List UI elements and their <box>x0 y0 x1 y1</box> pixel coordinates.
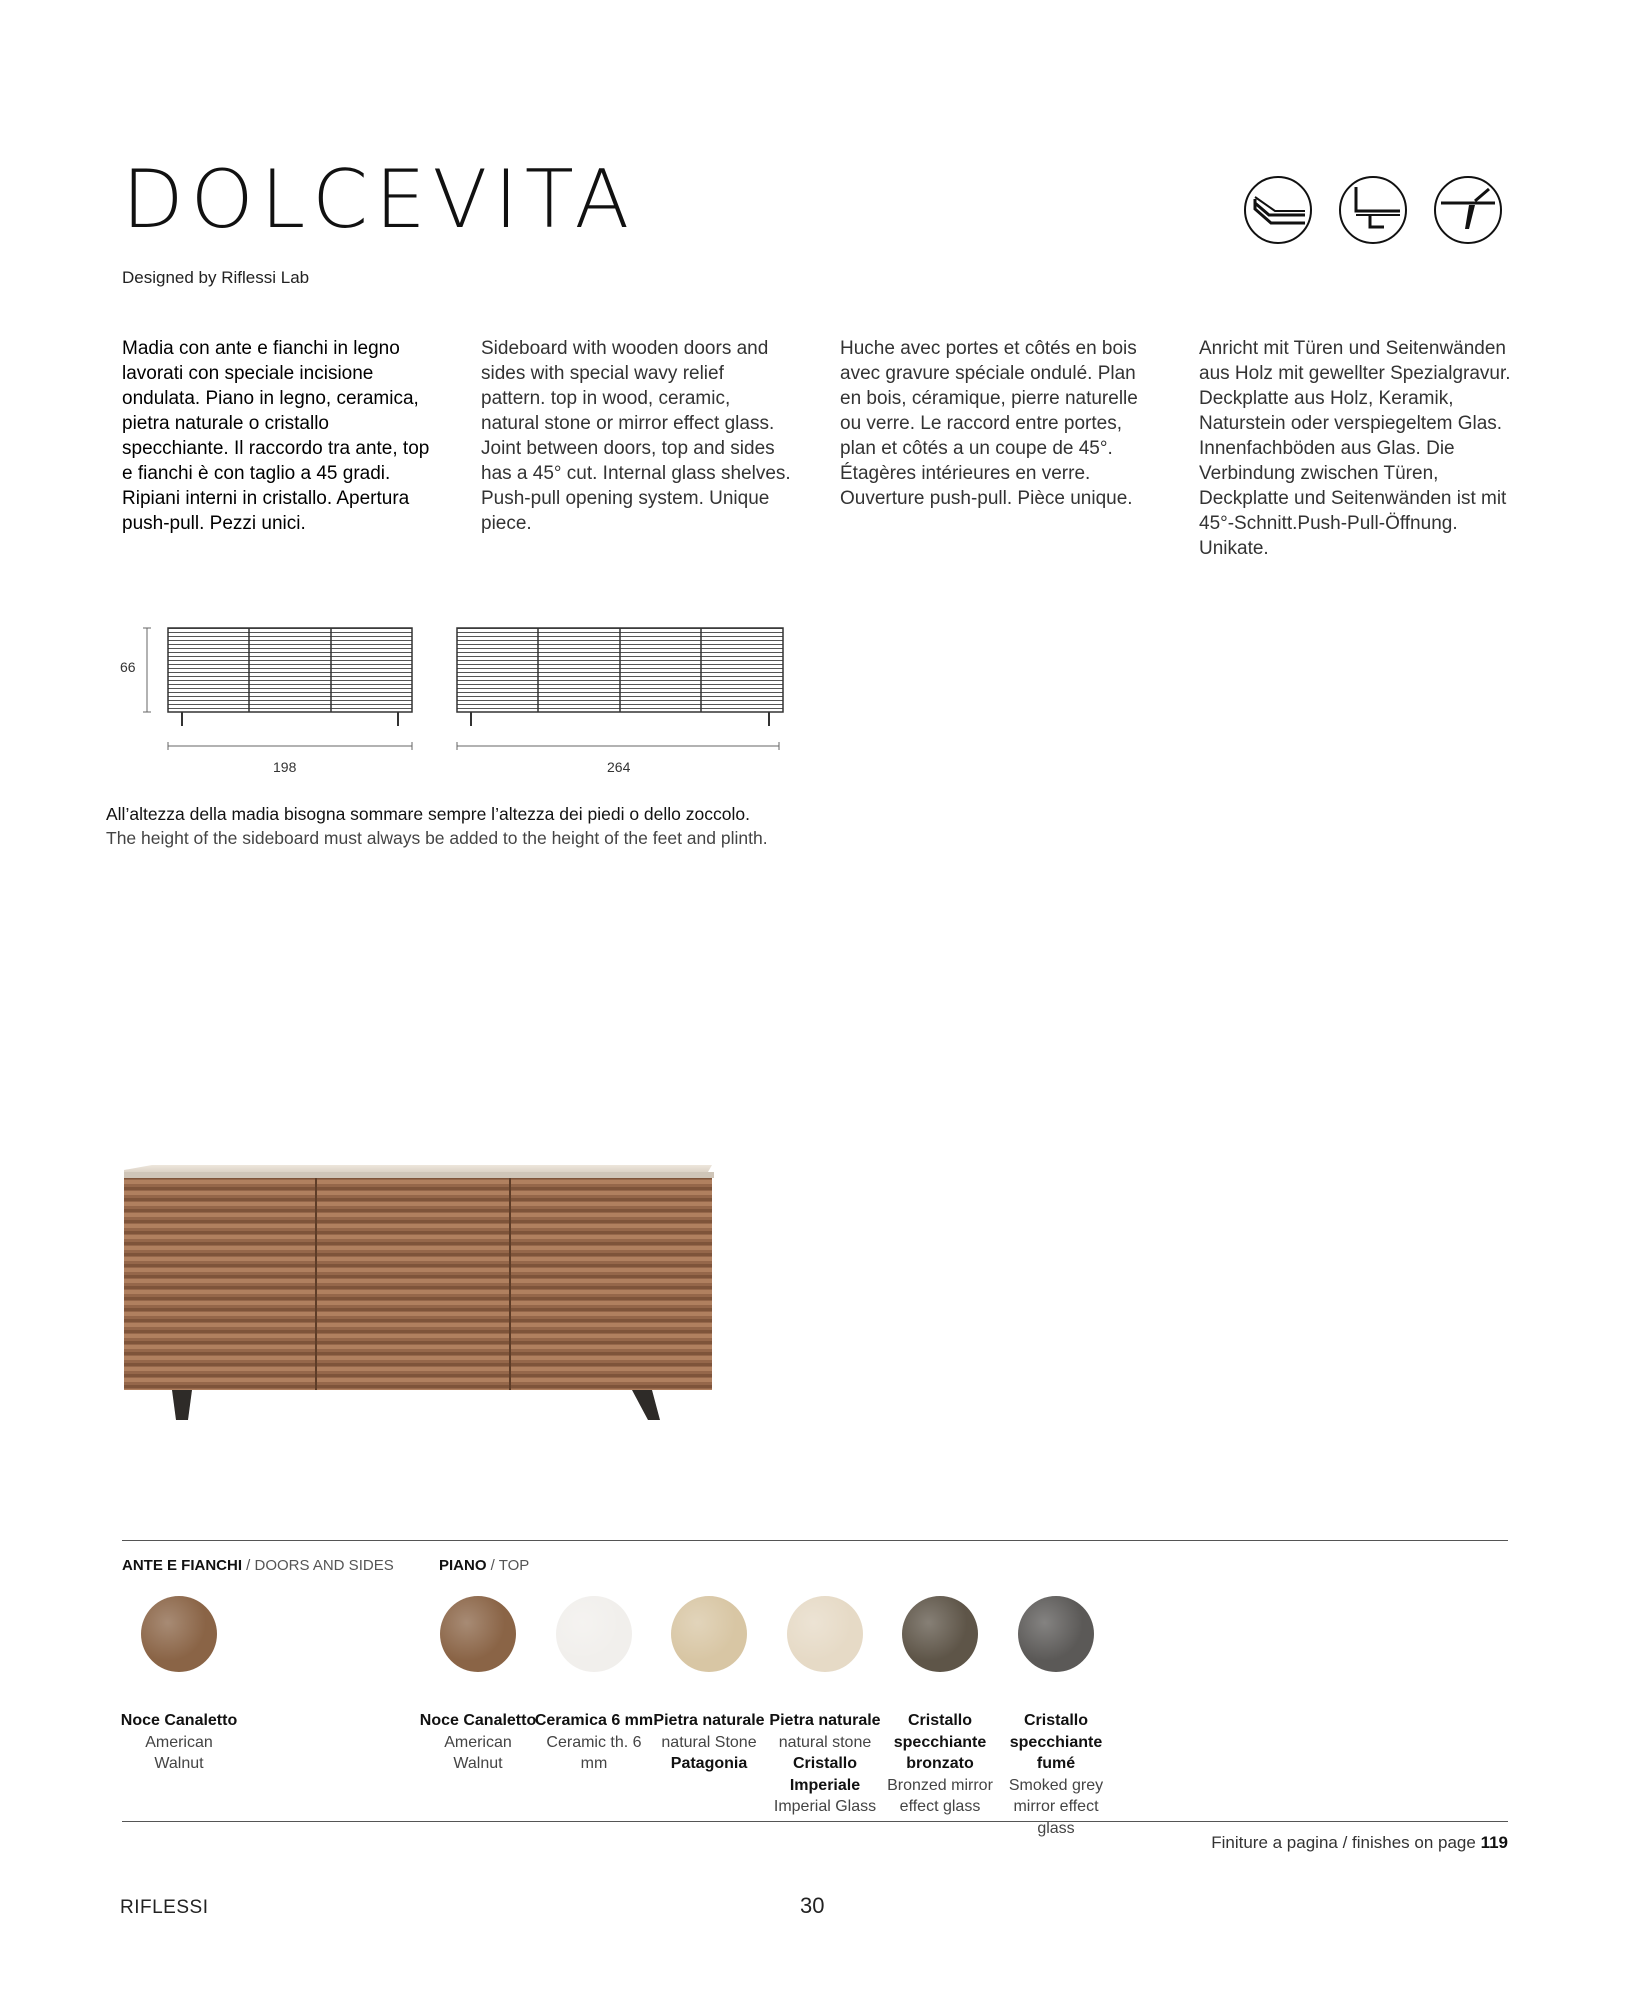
finish-subtitle: natural Stone <box>661 1733 757 1751</box>
dimension-drawings <box>110 612 810 782</box>
finish-name: Ceramica 6 mm <box>534 1712 654 1729</box>
product-photo <box>112 1125 762 1435</box>
finish-subtitle: natural stone <box>778 1733 872 1751</box>
finish-name: Cristallo specchiante bronzato <box>893 1712 987 1772</box>
finishes-top-rule <box>122 1540 1508 1541</box>
footer-brand: RIFLESSI <box>120 1897 209 1918</box>
finish-name: Cristallo specchiante fumé <box>1009 1712 1103 1772</box>
top-slab <box>124 1165 712 1173</box>
finish-color-circle <box>556 1596 632 1672</box>
top-swatch-5 <box>996 1596 1116 1839</box>
finish-variant-subtitle: Imperial Glass <box>773 1798 877 1815</box>
finish-color-circle <box>787 1596 863 1672</box>
top-swatch-0 <box>418 1596 538 1775</box>
finish-color-circle <box>671 1596 747 1672</box>
height-note-italian: All’altezza della madia bisogna sommare sempre l’altezza dei piedi o dello zoccolo. <box>106 804 750 824</box>
finish-subtitle: Ceramic th. 6 mm <box>546 1733 642 1772</box>
finish-name: Pietra naturale <box>769 1712 881 1729</box>
width-label-264: 264 <box>607 759 631 775</box>
height-marker <box>143 628 151 712</box>
finish-color-circle <box>1018 1596 1094 1672</box>
leg-right <box>632 1390 660 1420</box>
finish-subtitle: American Walnut <box>145 1733 213 1772</box>
footer-page-number: 30 <box>800 1893 825 1918</box>
finish-variant: Cristallo Imperiale <box>789 1755 861 1794</box>
sideboard-body <box>124 1178 712 1390</box>
description-french: Huche avec portes et côtés en bois avec gravure spéciale ondulé. Plan en bois, céramique, pierre naturelle ou verre. Le raccord entre portes, plan et côtés a un coupe de 45°. Étagères intérieures en verre. Ouverture push-pull. Pièce unique. <box>840 338 1138 509</box>
width-label-198: 198 <box>273 759 297 775</box>
door-joint-icon <box>1244 176 1312 244</box>
leg-icon <box>1434 176 1502 244</box>
finish-subtitle: Smoked grey mirror effect glass <box>1008 1776 1104 1837</box>
finish-variant: Patagonia <box>670 1755 748 1772</box>
finishes-page-reference: Finiture a pagina / finishes on page 119 <box>1211 1833 1508 1852</box>
height-label: 66 <box>120 659 136 675</box>
finish-subtitle: Bronzed mirror effect glass <box>887 1776 993 1815</box>
finish-color-circle <box>902 1596 978 1672</box>
sideboard-264-drawing <box>457 628 783 750</box>
designer-credit: Designed by Riflessi Lab <box>122 268 310 287</box>
top-swatch-3 <box>765 1596 885 1818</box>
finish-name: Noce Canaletto <box>419 1712 537 1729</box>
description-english: Sideboard with wooden doors and sides with special wavy relief pattern. top in wood, ceramic, natural stone or mirror effect glass. Joint between doors, top and sides has a 45° cut. Internal glass shelves. Push-pull opening system. Unique piece. <box>481 338 791 534</box>
sideboard-198-drawing <box>168 628 412 750</box>
finish-color-circle <box>141 1596 217 1672</box>
top-swatch-1 <box>534 1596 654 1775</box>
top-joint-icon <box>1339 176 1407 244</box>
finish-subtitle: American Walnut <box>444 1733 512 1772</box>
description-italian: Madia con ante e fianchi in legno lavorati con speciale incisione ondulata. Piano in legno, ceramica, pietra naturale o cristallo specchiante. Il raccordo tra ante, top e fianchi è con taglio a 45 gradi. Ripiani interni in cristallo. Apertura push-pull. Pezzi unici. <box>122 338 430 534</box>
doors-swatch-0 <box>119 1596 239 1775</box>
description-german: Anricht mit Türen und Seitenwänden aus Holz mit gewellter Spezialgravur. Deckplatte aus Holz, Keramik, Naturstein oder verspiegeltem Glas. Innenfachböden aus Glas. Die Verbindung zwischen Türen, Deckplatte und Seitenwänden ist mit 45°-Schnitt.Push-Pull-Öffnung. Unikate. <box>1199 338 1511 559</box>
top-swatch-2 <box>649 1596 769 1775</box>
finish-name: Noce Canaletto <box>120 1712 238 1729</box>
finishes-bottom-rule <box>122 1821 1508 1822</box>
finish-color-circle <box>440 1596 516 1672</box>
finish-name: Pietra naturale <box>653 1712 765 1729</box>
page-title: DOLCEVITA <box>122 153 637 246</box>
height-note-english: The height of the sideboard must always be added to the height of the feet and plinth. <box>106 828 768 848</box>
leg-left <box>172 1390 192 1420</box>
top-section-heading: PIANO / TOP <box>439 1557 530 1574</box>
doors-section-heading: ANTE E FIANCHI / DOORS AND SIDES <box>122 1557 394 1574</box>
top-swatch-4 <box>880 1596 1000 1818</box>
